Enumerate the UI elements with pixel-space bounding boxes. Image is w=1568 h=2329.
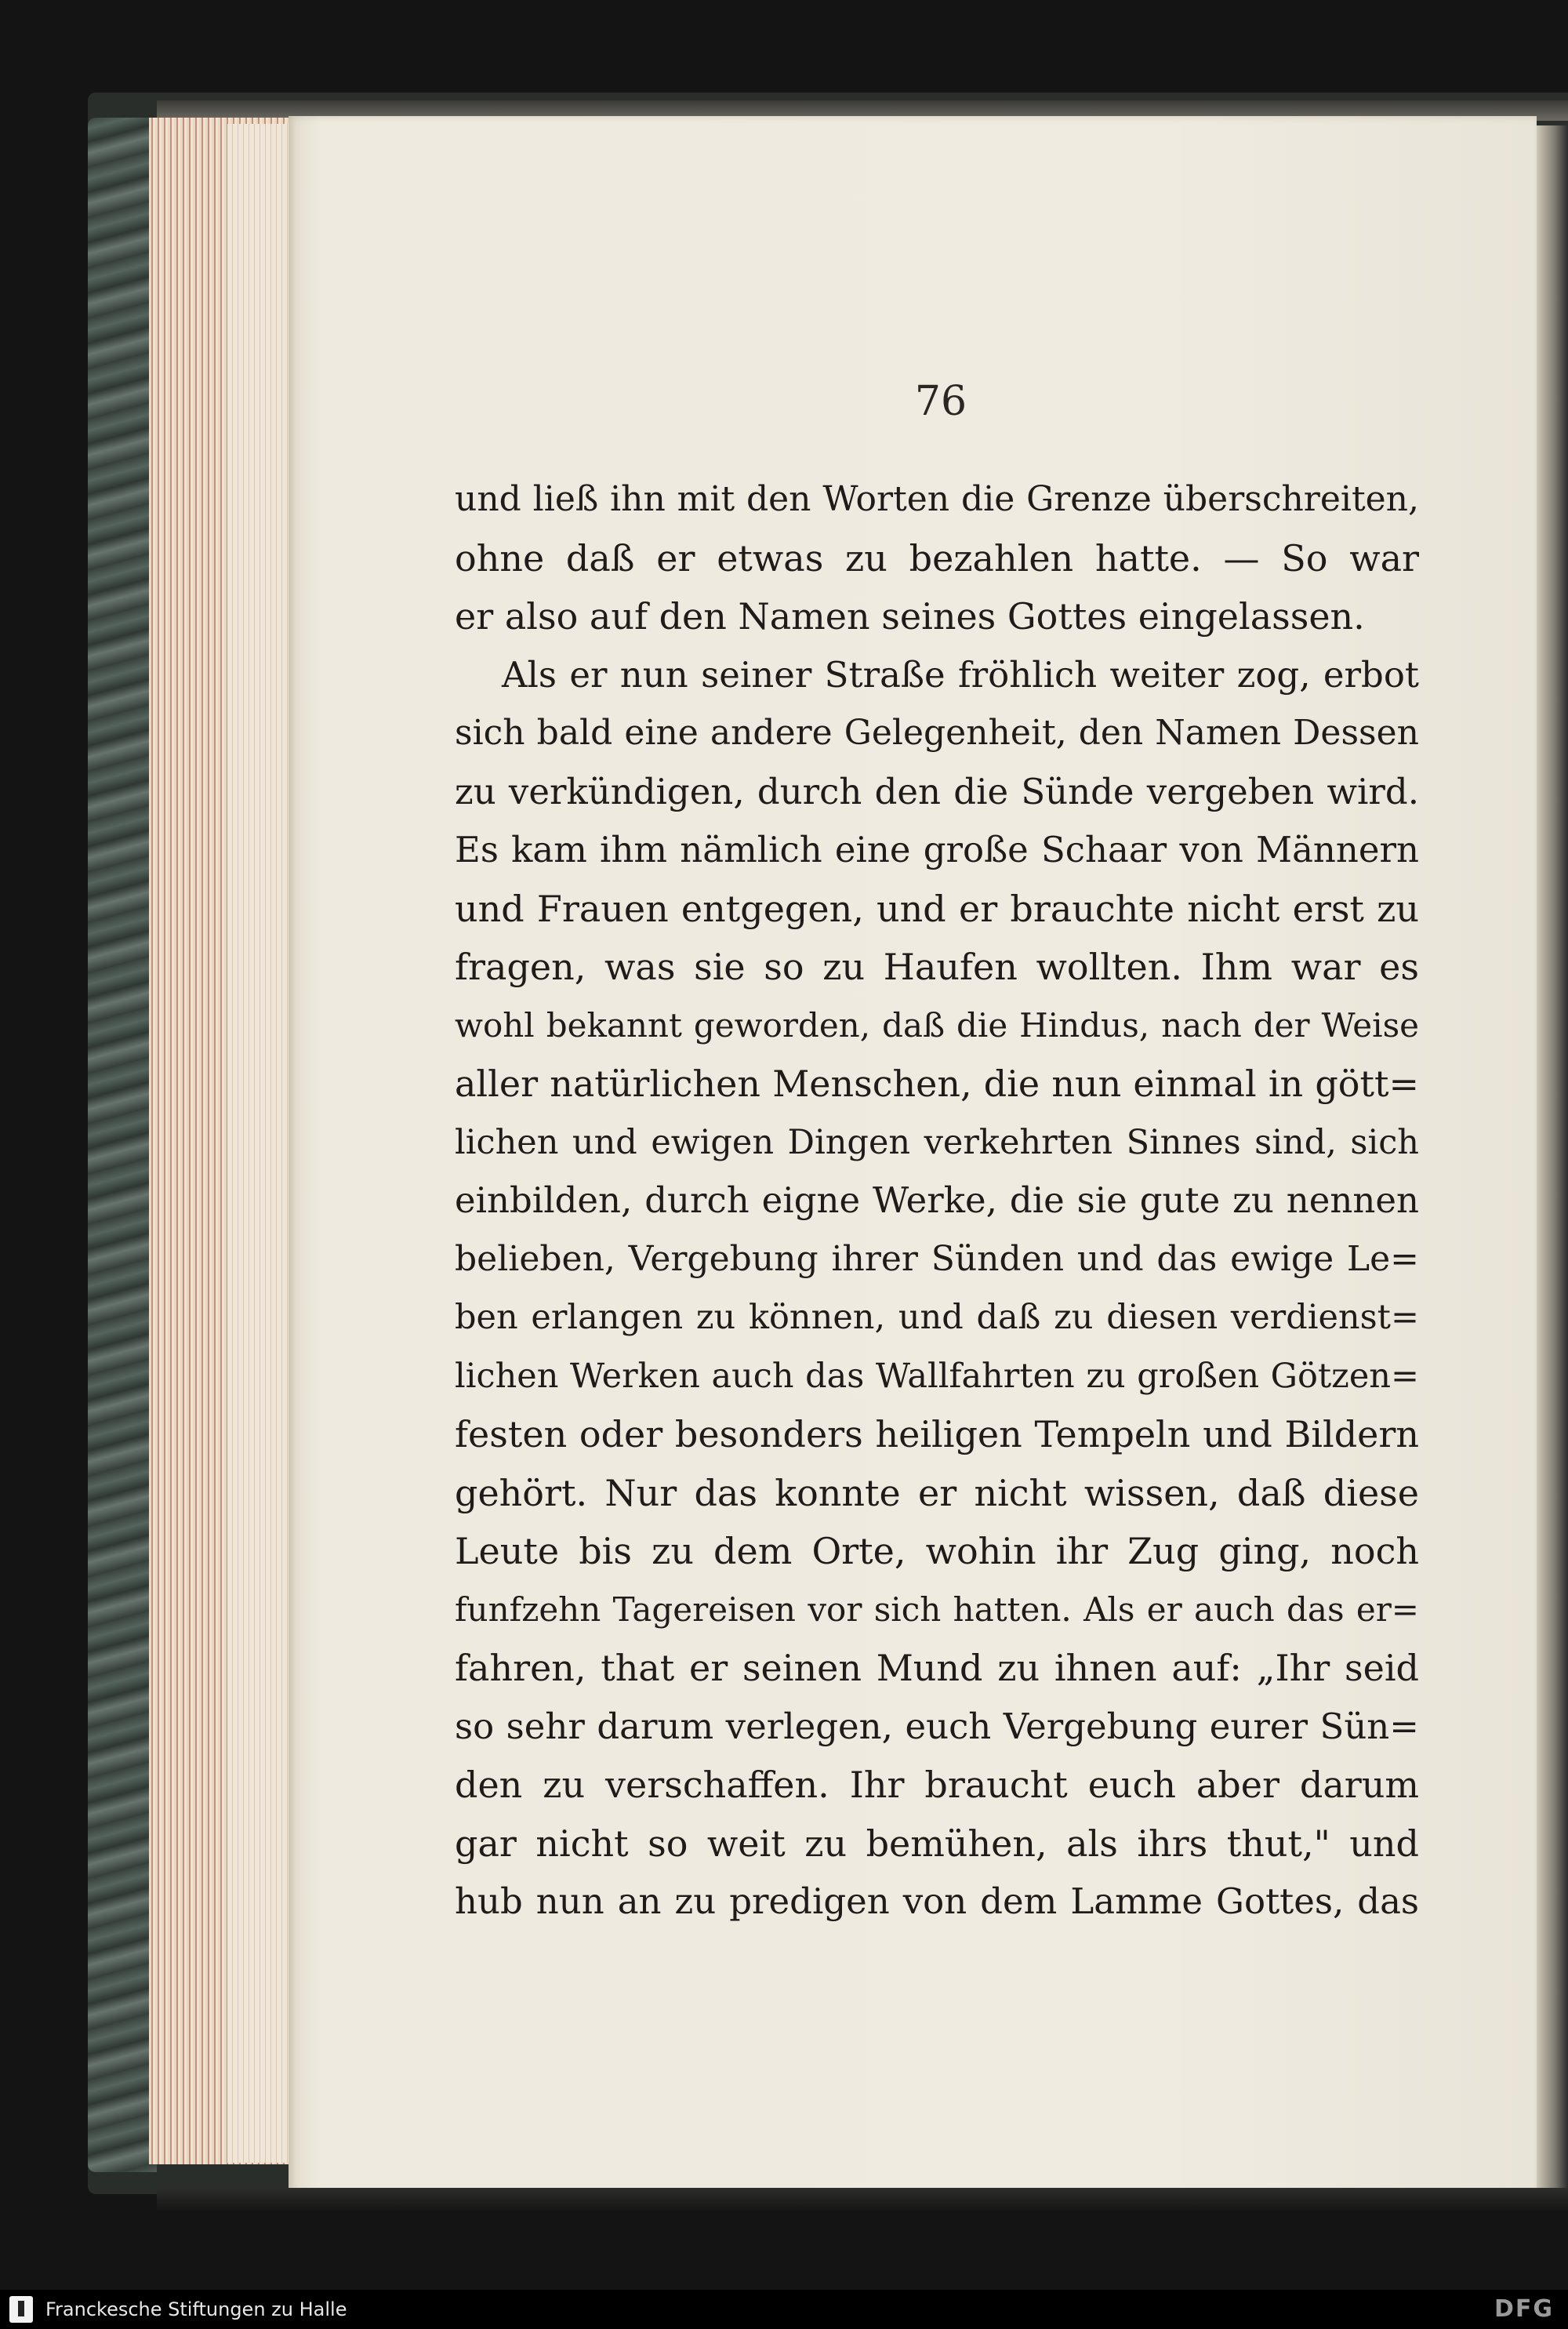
text-line: gehört. Nur das konnte er nicht wissen, daß diese [455,1471,1419,1514]
text-line: und ließ ihn mit den Worten die Grenze überschreiten, [455,479,1419,519]
institution-name: Franckesche Stiftungen zu Halle [45,2298,347,2320]
text-line: Leute bis zu dem Orte, wohin ihr Zug ging, noch [455,1530,1419,1572]
text-line: gar nicht so weit zu bemühen, als ihrs thut," und [455,1822,1419,1865]
text-line: zu verkündigen, durch den die Sünde vergeben wird. [455,770,1419,812]
page-text [455,471,1419,1931]
text-line: Als er nun seiner Straße fröhlich weiter zog, erbot [502,653,1419,696]
page-number: 76 [914,378,967,425]
text-line: fragen, was sie so zu Haufen wollten. Ihm war es [455,946,1419,988]
viewer-footer-bar [0,2290,1568,2329]
page-right-edge [1537,125,1568,2196]
text-line: funfzehn Tagereisen vor sich hatten. Als er auch das er= [455,1590,1419,1629]
text-line: den zu verschaffen. Ihr braucht euch aber darum [455,1764,1419,1806]
text-line: so sehr darum verlegen, euch Vergebung eurer Sün= [455,1705,1419,1747]
text-line: lichen und ewigen Dingen verkehrten Sinnes sind, sich [455,1122,1419,1162]
text-line: ben erlangen zu können, und daß zu diesen verdienst= [455,1298,1419,1337]
institution-logo-icon [9,2296,33,2323]
text-line: sich bald eine andere Gelegenheit, den Namen Dessen [455,713,1419,753]
marbled-cover-edge [88,118,157,2172]
text-line: wohl bekannt geworden, daß die Hindus, nach der Weise [455,1005,1419,1045]
book-bottom-edge [157,2188,1568,2211]
text-line: fahren, that er seinen Mund zu ihnen auf: „Ihr seid [455,1647,1419,1689]
text-line: aller natürlichen Menschen, die nun einmal in gött= [455,1063,1419,1105]
text-line: ohne daß er etwas zu bezahlen hatte. — So war [455,536,1419,580]
text-line: einbilden, durch eigne Werke, die sie gute zu nennen [455,1179,1419,1221]
text-line: belieben, Vergebung ihrer Sünden und das ewige Le= [455,1238,1419,1279]
text-line: festen oder besonders heiligen Tempeln und Bildern [455,1413,1419,1455]
text-line: hub nun an zu predigen von dem Lamme Gottes, das [455,1880,1419,1922]
text-line: er also auf den Namen seines Gottes eingelassen. [455,595,1365,638]
text-line: und Frauen entgegen, und er brauchte nicht erst zu [455,887,1419,930]
page-stack [227,124,290,2163]
text-line: Es kam ihm nämlich eine große Schaar von Männern [455,829,1419,870]
text-line: lichen Werken auch das Wallfahrten zu großen Götzen= [455,1356,1419,1396]
dfg-logo: DFG [1494,2295,1554,2323]
